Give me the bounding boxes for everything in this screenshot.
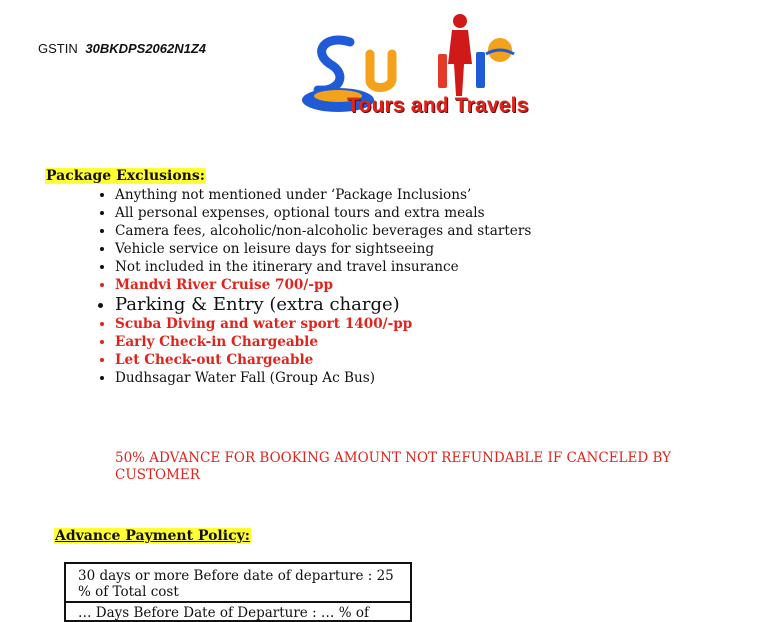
exclusions-heading: Package Exclusions: <box>46 168 205 184</box>
policy-row: … Days Before Date of Departure : … % of <box>78 605 369 621</box>
gstin-number: 30BKDPS2062N1Z4 <box>85 41 207 56</box>
gstin-line <box>38 41 206 56</box>
list-item-scuba: • Scuba Diving and water sport 1400/-pp <box>115 316 715 334</box>
list-item: • Vehicle service on leisure days for sightseeing <box>115 241 715 259</box>
list-item: • All personal expenses, optional tours and extra meals <box>115 205 715 223</box>
company-logo <box>300 12 532 122</box>
gstin-label: GSTIN <box>38 41 78 56</box>
list-item-late-checkout: • Let Check-out Chargeable <box>115 352 715 370</box>
table-divider <box>66 601 410 603</box>
list-item-cruise: • Mandvi River Cruise 700/-pp <box>115 277 715 295</box>
list-item-early-checkin: • Early Check-in Chargeable <box>115 334 715 352</box>
exclusions-list <box>88 187 715 388</box>
list-item-parking: • Parking & Entry (extra charge) <box>115 294 715 316</box>
list-item: • Camera fees, alcoholic/non-alcoholic beverages and starters <box>115 223 715 241</box>
refund-notice: 50% ADVANCE FOR BOOKING AMOUNT NOT REFUNDABLE IF CANCELED BY CUSTOMER <box>115 450 672 483</box>
list-item: • Anything not mentioned under ‘Package Inclusions’ <box>115 187 715 205</box>
logo-text: Tours and Travels <box>347 94 529 117</box>
advance-policy-table <box>64 562 412 622</box>
policy-row: 30 days or more Before date of departure : 25 % of Total cost <box>78 568 394 600</box>
advance-policy-heading: Advance Payment Policy: <box>55 528 250 544</box>
list-item: • Not included in the itinerary and travel insurance <box>115 259 715 277</box>
list-item: • Dudhsagar Water Fall (Group Ac Bus) <box>115 370 715 388</box>
